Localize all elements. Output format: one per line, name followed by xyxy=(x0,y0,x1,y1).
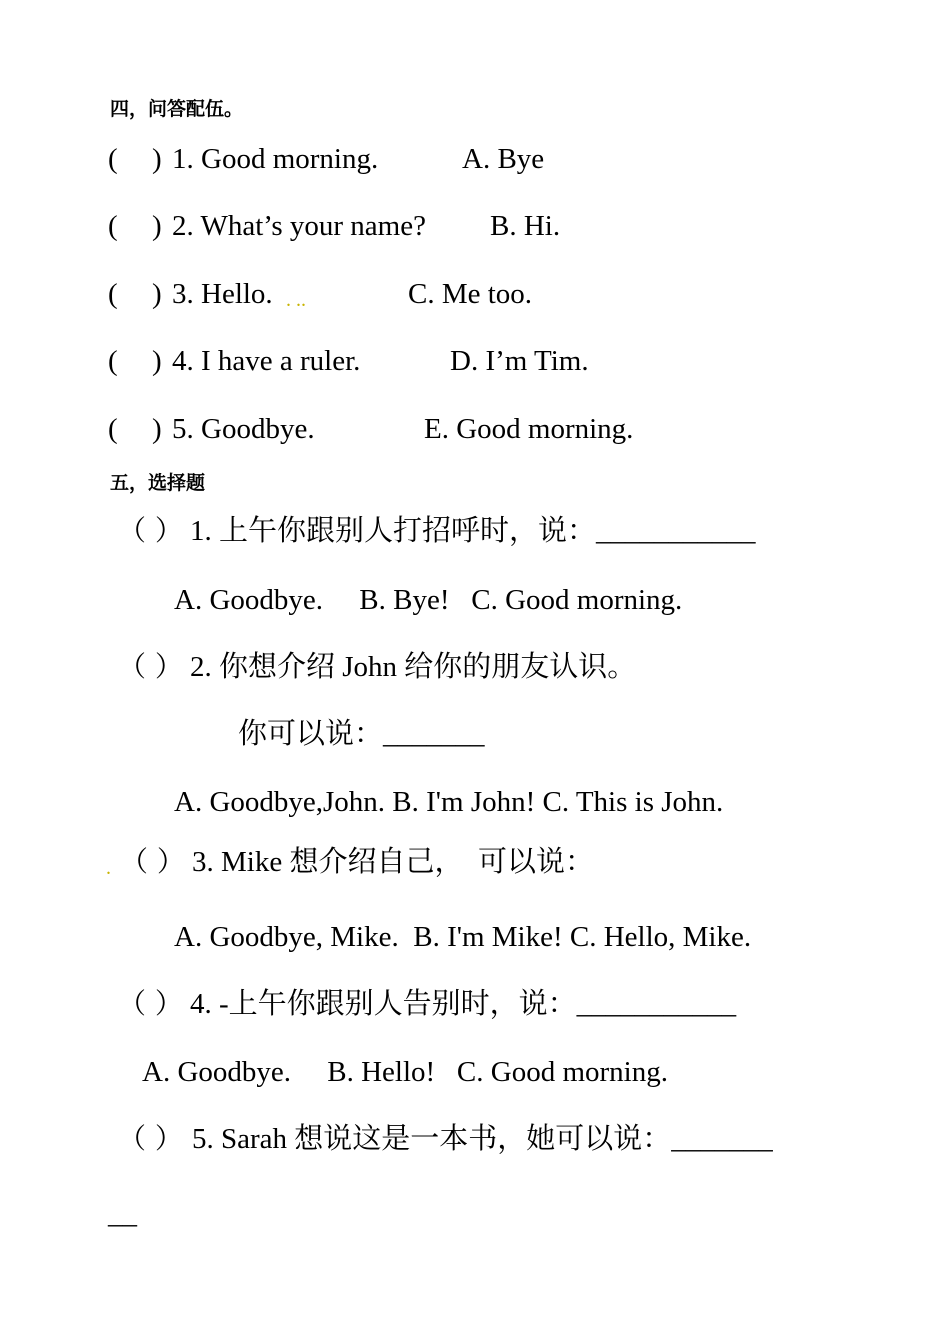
paren-open: ( xyxy=(108,413,118,445)
answer-text: C. Me too. xyxy=(408,278,533,310)
paren-close: ) xyxy=(152,210,162,242)
answer-paren: （ ） xyxy=(120,845,185,878)
decorative-dot: . xyxy=(106,857,111,879)
paren-open: ( xyxy=(108,278,118,310)
question-stem: 1. 上午你跟别人打招呼时，说：___________ xyxy=(190,515,756,547)
paren-close: ) xyxy=(152,345,162,377)
question-text: 4. I have a ruler. xyxy=(172,345,361,377)
paren-close: ) xyxy=(152,278,162,310)
answer-text: A. Bye xyxy=(462,143,545,175)
paren-open: ( xyxy=(108,345,118,377)
paren-close: ) xyxy=(152,413,162,445)
answer-blank-continuation: __ xyxy=(108,1198,137,1230)
answer-paren: （ ） xyxy=(118,987,183,1020)
decorative-dots: . .. xyxy=(286,289,306,311)
answer-options: A. Goodbye. B. Bye! C. Good morning. xyxy=(174,584,683,616)
paren-close: ) xyxy=(152,143,162,175)
answer-paren: （ ） xyxy=(118,514,183,547)
section-5-title: 五，选择题 xyxy=(110,472,206,494)
question-stem: 3. Mike 想介绍自己， 可以说： xyxy=(192,846,594,878)
question-stem-continued: 你可以说：_______ xyxy=(238,718,485,750)
section-4-title: 四，问答配伍。 xyxy=(110,98,244,120)
question-text: 1. Good morning. xyxy=(172,143,379,175)
question-text: 3. Hello. xyxy=(172,278,273,310)
answer-text: D. I’m Tim. xyxy=(450,345,589,377)
question-stem: 5. Sarah 想说这是一本书，她可以说：_______ xyxy=(192,1123,773,1155)
answer-options: A. Goodbye,John. B. I'm John! C. This is John. xyxy=(174,786,724,818)
paren-open: ( xyxy=(108,210,118,242)
answer-options: A. Goodbye, Mike. B. I'm Mike! C. Hello, Mike. xyxy=(174,921,752,953)
question-text: 5. Goodbye. xyxy=(172,413,315,445)
question-stem: 4. -上午你跟别人告别时，说：___________ xyxy=(190,988,737,1020)
question-text: 2. What’s your name? xyxy=(172,210,426,242)
answer-paren: （ ） xyxy=(118,650,183,683)
question-stem: 2. 你想介绍 John 给你的朋友认识。 xyxy=(190,651,637,683)
answer-options: A. Goodbye. B. Hello! C. Good morning. xyxy=(142,1056,668,1088)
paren-open: ( xyxy=(108,143,118,175)
answer-text: E. Good morning. xyxy=(424,413,634,445)
answer-paren: （ ） xyxy=(118,1122,183,1155)
answer-text: B. Hi. xyxy=(490,210,561,242)
